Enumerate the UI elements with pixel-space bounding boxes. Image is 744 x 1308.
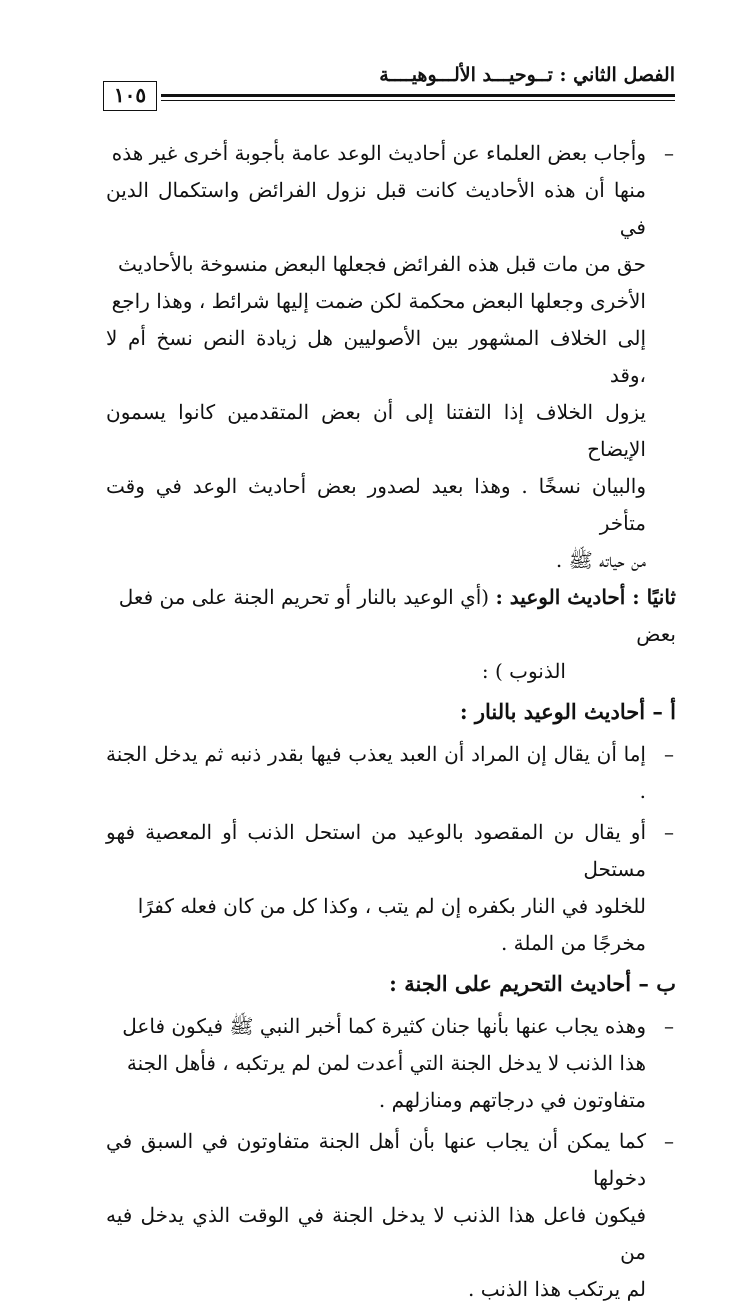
text-line: حق من مات قبل هذه الفرائض فجعلها البعض منسوخة بالأحاديث	[117, 252, 646, 276]
list-item	[106, 1008, 676, 1119]
header-rule-thick	[161, 94, 675, 97]
text-line: متفاوتون في درجاتهم ومنازلهم .	[378, 1088, 646, 1112]
text-line: وهذه يجاب عنها بأنها جنان كثيرة كما أخبر النبي ﷺ فيكون فاعل	[122, 1014, 646, 1038]
paragraph-answer-promise	[106, 135, 676, 579]
section-heading: ثانيًا : أحاديث الوعيد :	[495, 585, 676, 609]
bullet-dash: –	[664, 742, 674, 766]
section-heading-text-cont: الذنوب ) :	[481, 659, 566, 683]
section-threat-hadiths	[106, 579, 676, 690]
text-line: إما أن يقال إن المراد أن العبد يعذب فيها بقدر ذنبه ثم يدخل الجنة .	[106, 742, 646, 803]
bullet-dash: –	[664, 1129, 674, 1153]
bullet-dash: –	[664, 820, 674, 844]
list-item	[106, 736, 676, 810]
text-line: هذا الذنب لا يدخل الجنة التي أعدت لمن لم يرتكبه ، فأهل الجنة	[126, 1051, 646, 1075]
chapter-title: الفصل الثاني : تــوحيـــد الألـــوهيــــة	[379, 64, 675, 86]
text-line: للخلود في النار بكفره إن لم يتب ، وكذا كل من كان فعله كفرًا	[137, 894, 646, 918]
bullet-dash: –	[664, 1014, 674, 1038]
text-line: كما يمكن أن يجاب عنها بأن أهل الجنة متفاوتون في السبق في دخولها	[106, 1129, 646, 1190]
page-body	[106, 135, 676, 1308]
section-heading-text: (أي الوعيد بالنار أو تحريم الجنة على من فعل بعض	[118, 585, 676, 646]
list-item	[106, 814, 676, 962]
text-line: من حياته ﷺ .	[555, 548, 646, 572]
text-line: إلى الخلاف المشهور بين الأصوليين هل زيادة النص نسخ أم لا ،وقد	[106, 326, 646, 387]
text-line: أو يقال ىن المقصود بالوعيد من استحل الذنب أو المعصية فهو مستحل	[106, 820, 646, 881]
text-line: الأخرى وجعلها البعض محكمة لكن ضمت إليها شرائط ، وهذا راجع	[111, 289, 646, 313]
text-line: مخرجًا من الملة .	[500, 931, 646, 955]
header-rule-thin	[161, 100, 675, 101]
text-line: فيكون فاعل هذا الذنب لا يدخل الجنة في الوقت الذي يدخل فيه من	[106, 1203, 646, 1264]
text-line: والبيان نسخًا . وهذا بعيد لصدور بعض أحاديث الوعد في وقت متأخر	[106, 474, 646, 535]
page-header	[103, 64, 675, 120]
subsection-heading-fire: أ – أحاديث الوعيد بالنار :	[459, 699, 676, 724]
list-item	[106, 1123, 676, 1308]
text-line: منها أن هذه الأحاديث كانت قبل نزول الفرائض واستكمال الدين في	[106, 178, 646, 239]
text-line: يزول الخلاف إذا التفتنا إلى أن بعض المتقدمين كانوا يسمون الإيضاح	[106, 400, 646, 461]
bullet-dash: –	[664, 141, 674, 165]
text-line: وأجاب بعض العلماء عن أحاديث الوعد عامة بأجوبة أخرى غير هذه	[111, 141, 646, 165]
text-line: لم يرتكب هذا الذنب .	[468, 1277, 646, 1301]
subsection-heading-paradise: ب – أحاديث التحريم على الجنة :	[389, 971, 676, 996]
page-number: ١٠٥	[103, 81, 157, 111]
